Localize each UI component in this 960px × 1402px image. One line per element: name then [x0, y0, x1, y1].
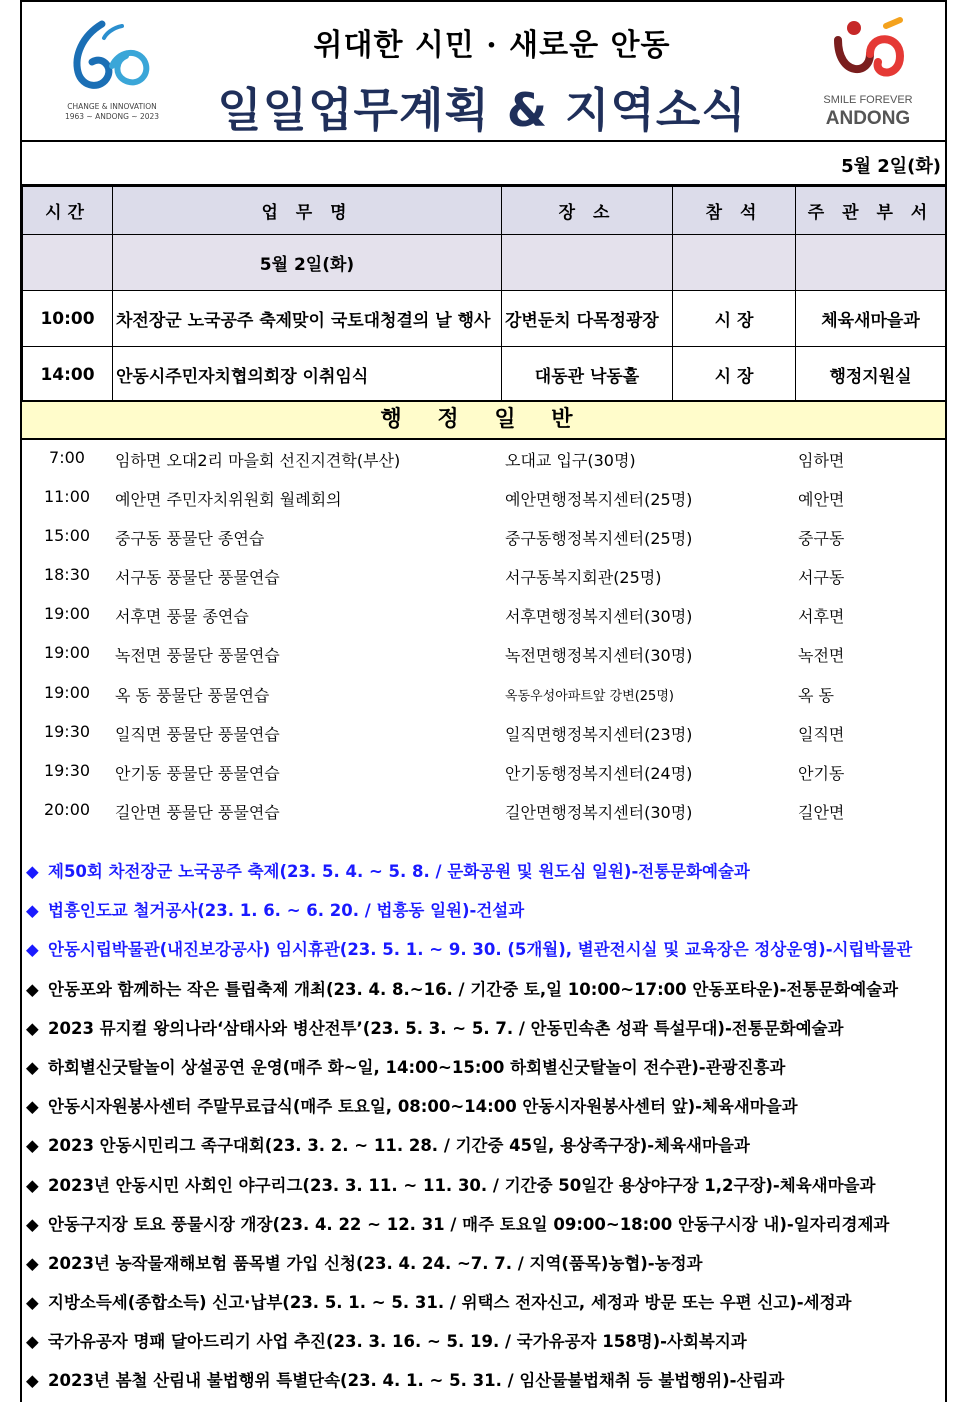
- admin-dept: 일직면: [798, 724, 845, 744]
- slogan: 위대한 시민 · 새로운 안동: [313, 28, 671, 63]
- logo-caption-2: 1963 ~ ANDONG ~ 2023: [64, 112, 160, 121]
- logo-caption-1: CHANGE & INNOVATION: [67, 102, 157, 111]
- notice-item: [26, 936, 941, 975]
- admin-time: 7:00: [49, 448, 85, 467]
- event-dept: 행정지원실: [796, 347, 946, 403]
- admin-place: 서구동복지회관(25명): [505, 568, 662, 588]
- admin-task: 중구동 풍물단 종연습: [115, 529, 265, 549]
- event-task: 안동시주민자치협의회장 이취임식: [113, 347, 502, 403]
- andong-smile-icon: [808, 14, 928, 94]
- admin-time: 19:30: [43, 760, 91, 780]
- admin-time: 19:00: [43, 682, 91, 702]
- list-item: [22, 559, 945, 598]
- notice-text: 제50회 차전장군 노국공주 축제(23. 5. 4. ~ 5. 8. / 문화공원 및 원도심 일원)-전통문화예술과: [48, 862, 750, 881]
- document-page: [20, 0, 947, 1402]
- admin-dept: 서구동: [798, 568, 845, 588]
- notice-text: 지방소득세(종합소득) 신고·납부(23. 5. 1. ~ 5. 31. / 위택스 전자신고, 세정과 방문 또는 우편 신고)-세정과: [48, 1293, 852, 1313]
- event-dept: 체육새마을과: [796, 291, 946, 347]
- admin-time: 19:00: [43, 643, 91, 663]
- admin-task: 일직면 풍물단 풍물연습: [115, 724, 280, 744]
- table-date-row: [23, 235, 946, 291]
- notice-item: [26, 897, 941, 936]
- notice-text: 하회별신굿탈놀이 상설공연 운영(매주 화~일, 14:00~15:00 하회별신굿탈놀이 전수관)-관광진흥과: [48, 1057, 786, 1077]
- notice-item: [26, 976, 941, 1015]
- andong-logo: [808, 14, 928, 134]
- list-item: [22, 598, 945, 637]
- admin-place: 서후면행정복지센터(30명): [505, 607, 693, 627]
- notice-text: 2023년 안동시민 사회인 야구리그(23. 3. 11. ~ 11. 30. / 기간중 50일간 용상야구장 1,2구장)-체육새마을과: [48, 1175, 876, 1195]
- header-place: 장 소: [502, 187, 673, 235]
- admin-time: 11:00: [43, 487, 91, 507]
- admin-time: 15:00: [43, 526, 91, 546]
- notice-text: 안동포와 함께하는 작은 틀립축제 개최(23. 4. 8.~16. / 기간중 토,일 10:00~17:00 안동포타운)-전통문화예술과: [48, 979, 899, 999]
- list-item: [22, 520, 945, 559]
- admin-time: 19:00: [43, 604, 91, 624]
- notice-item: [26, 1211, 941, 1250]
- list-item: [22, 716, 945, 755]
- notice-text: 2023년 봄철 산림내 불법행위 특별단속(23. 4. 1. ~ 5. 31. / 임산물불법채취 등 불법행위)-산림과: [48, 1371, 785, 1391]
- diamond-bullet-icon: ◆: [26, 1136, 39, 1156]
- page-title: 일일업무계획 & 지역소식: [217, 83, 747, 137]
- event-attendee: 시 장: [673, 347, 796, 403]
- date-row: [22, 142, 945, 186]
- notice-item: [26, 1054, 941, 1093]
- anniversary-60-logo: [52, 16, 172, 126]
- notice-item: [26, 1367, 941, 1402]
- list-item: [22, 442, 945, 481]
- notice-item: [26, 1172, 941, 1211]
- list-item: [22, 794, 945, 833]
- notice-item: [26, 1132, 941, 1171]
- admin-dept: 녹전면: [798, 646, 845, 666]
- admin-time: 19:30: [43, 721, 91, 741]
- admin-task: 서구동 풍물단 풍물연습: [115, 568, 280, 588]
- admin-dept: 안기동: [798, 763, 845, 783]
- notice-item: [26, 858, 941, 897]
- diamond-bullet-icon: ◆: [26, 1371, 39, 1391]
- notice-item: [26, 1093, 941, 1132]
- event-time: 14:00: [23, 347, 113, 403]
- document-date: 5월 2일(화): [841, 156, 941, 177]
- diamond-bullet-icon: ◆: [26, 1293, 39, 1313]
- document-header: [22, 2, 945, 142]
- admin-task: 길안면 풍물단 풍물연습: [115, 802, 280, 822]
- event-place: 대동관 낙동홀: [502, 347, 673, 403]
- admin-task: 예안면 주민자치위원회 월례회의: [115, 490, 342, 510]
- event-attendee: 시 장: [673, 291, 796, 347]
- admin-task: 녹전면 풍물단 풍물연습: [115, 646, 280, 666]
- list-item: [22, 755, 945, 794]
- diamond-bullet-icon: ◆: [26, 1175, 39, 1195]
- diamond-bullet-icon: ◆: [26, 1097, 39, 1117]
- diamond-bullet-icon: ◆: [26, 1214, 39, 1234]
- notice-text: 안동시자원봉사센터 주말무료급식(매주 토요일, 08:00~14:00 안동시자원봉사센터 앞)-체육새마을과: [48, 1097, 798, 1117]
- table-row: [23, 291, 946, 347]
- event-task: 차전장군 노국공주 축제맞이 국토대청결의 날 행사: [113, 291, 502, 347]
- notice-item: [26, 1328, 941, 1367]
- header-attendee: 참 석: [673, 187, 796, 235]
- notice-text: 2023 뮤지컬 왕의나라‘삼태사와 병산전투’(23. 5. 3. ~ 5. 7. / 안동민속촌 성곽 특설무대)-전통문화예술과: [48, 1018, 844, 1038]
- admin-dept: 예안면: [798, 490, 845, 510]
- admin-place: 녹전면행정복지센터(30명): [505, 646, 693, 666]
- notice-text: 2023 안동시민리그 족구대회(23. 3. 2. ~ 11. 28. / 기간중 45일, 용상족구장)-체육새마을과: [48, 1136, 750, 1156]
- table-header-row: [23, 187, 946, 235]
- notice-list: [26, 858, 941, 1402]
- list-item: [22, 637, 945, 676]
- notice-text: 법흥인도교 철거공사(23. 1. 6. ~ 6. 20. / 법흥동 일원)-건설과: [48, 901, 525, 921]
- admin-place: 일직면행정복지센터(23명): [505, 724, 693, 744]
- admin-dept: 중구동: [798, 529, 845, 549]
- admin-dept: 옥 동: [798, 685, 834, 705]
- admin-task: 안기동 풍물단 풍물연습: [115, 763, 280, 783]
- admin-dept: 길안면: [798, 802, 845, 822]
- notice-text: 국가유공자 명패 달아드리기 사업 추진(23. 3. 16. ~ 5. 19. / 국가유공자 158명)-사회복지과: [48, 1332, 747, 1352]
- admin-dept: 임하면: [798, 451, 845, 470]
- notice-text: 안동시립박물관(내진보강공사) 임시휴관(23. 5. 1. ~ 9. 30. (5개월), 별관전시실 및 교육장은 정상운영)-시립박물관: [48, 940, 913, 960]
- admin-place: 안기동행정복지센터(24명): [505, 763, 693, 783]
- schedule-table: [22, 186, 946, 403]
- header-dept: 주 관 부 서: [796, 187, 946, 235]
- header-time: 시간: [23, 187, 113, 235]
- admin-task: 임하면 오대2리 마을회 선진지견학(부산): [115, 451, 401, 470]
- sixty-emblem-icon: [52, 16, 172, 102]
- admin-time: 20:00: [43, 799, 91, 819]
- notice-text: 2023년 농작물재해보험 품목별 가입 신청(23. 4. 24. ~7. 7. / 지역(품목)농협)-농정과: [48, 1253, 703, 1273]
- admin-section-title: 행 정 일 반: [22, 400, 945, 440]
- diamond-bullet-icon: ◆: [26, 979, 39, 999]
- logo-smile-forever: SMILE FOREVER: [823, 94, 913, 106]
- admin-place: 옥동우성아파트앞 강변(25명): [505, 688, 674, 704]
- notice-item: [26, 1015, 941, 1054]
- diamond-bullet-icon: ◆: [26, 1018, 39, 1038]
- diamond-bullet-icon: ◆: [26, 1332, 39, 1352]
- notice-item: [26, 1250, 941, 1289]
- event-time: 10:00: [23, 291, 113, 347]
- event-place: 강변둔치 다목정광장: [502, 291, 673, 347]
- admin-task: 옥 동 풍물단 풍물연습: [115, 685, 270, 705]
- notice-item: [26, 1289, 941, 1328]
- admin-place: 예안면행정복지센터(25명): [505, 490, 693, 510]
- admin-place: 중구동행정복지센터(25명): [505, 529, 693, 549]
- diamond-bullet-icon: ◆: [26, 940, 39, 960]
- header-task: 업 무 명: [113, 187, 502, 235]
- diamond-bullet-icon: ◆: [26, 862, 39, 881]
- notice-text: 안동구지장 토요 풍물시장 개장(23. 4. 22 ~ 12. 31 / 매주 토요일 09:00~18:00 안동구시장 내)-일자리경제과: [48, 1214, 890, 1234]
- admin-place: 길안면행정복지센터(30명): [505, 802, 693, 822]
- logo-andong-text: ANDONG: [825, 108, 911, 129]
- admin-place: 오대교 입구(30명): [505, 451, 636, 470]
- list-item: [22, 481, 945, 520]
- diamond-bullet-icon: ◆: [26, 901, 39, 921]
- admin-task: 서후면 풍물 종연습: [115, 607, 249, 627]
- table-row: [23, 347, 946, 403]
- admin-dept: 서후면: [798, 607, 845, 627]
- admin-time: 18:30: [43, 565, 91, 585]
- list-item: [22, 677, 945, 716]
- table-date-label: 5월 2일(화): [113, 235, 502, 291]
- diamond-bullet-icon: ◆: [26, 1253, 39, 1273]
- diamond-bullet-icon: ◆: [26, 1057, 39, 1077]
- admin-list: [22, 442, 945, 833]
